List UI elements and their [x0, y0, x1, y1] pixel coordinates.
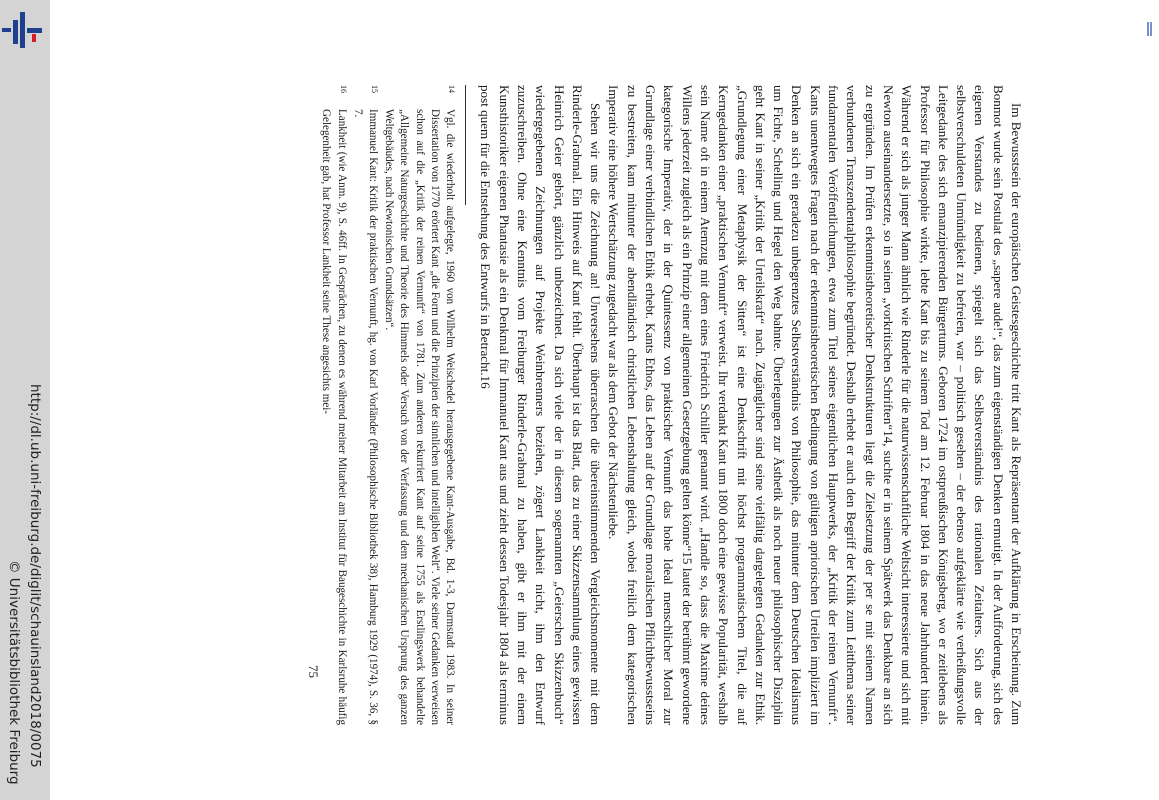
- page-number: 75: [306, 665, 321, 678]
- footnote: [318, 85, 348, 725]
- copyright-text: © Universitätsbibliothek Freiburg: [6, 560, 22, 785]
- footnote-text: Lankheit (wie Anm. 9), S. 46ff. In Gesprächen, zu denen es während meiner Mitarbeit am Institut für Baugeschichte in Karlsruhe häufig Gelegenheit gab, hat Professor Lankheit seine These angesichts mei-: [320, 109, 348, 725]
- document-url[interactable]: http://dl.ub.uni-freiburg.de/diglit/schauinsland2018/0075: [27, 384, 43, 768]
- scanned-page: [306, 85, 1025, 725]
- footnote-number: 16: [338, 85, 348, 93]
- footnotes: [318, 85, 457, 725]
- paragraph-1: Im Bewusstsein der europäischen Geistesgeschichte tritt Kant als Repräsentant der Aufklärung in Erscheinung. Zum Bonmot wurde sein Postulat des „sapere aude!“, das zum eigenständigen Denken ermutigt. In der Aufforderung, sich des eigenen Verstandes zu bedienen, spiegelt sich das Selbstverständnis des rationalen Zeitalters. Sich aus der selbstverschuldeten Unmündigkeit zu befreien, war – politisch gesehen – der ebenso aufgeklärte wie verheißungsvolle Leitgedanke des sich emanzipierenden Bürgertums. Geboren 1724 im ostpreußischen Königsberg, wo er zeitlebens als Professor für Philosophie wirkte, lebte Kant bis zu seinem Tod am 12. Februar 1804 in das neue Jahrhundert hinein. Während er sich als junger Mann ähnlich wie Rinderle für die naturwissenschaftliche Weltsicht interessierte und sich mit Newton auseinandersetzte, so in seinen „vorkritischen Schriften“14, suchte er in seinem Spätwerk das Denkbare an sich zu ergründen. Im Prüfen erkenntnistheoretischer Denkstrukturen liegt die Zielsetzung der per se mit seinem Namen verbundenen Transzendentalphilosophie begründet. Deshalb erhebt er auch den Begriff der Kritik zum Leitthema seiner fundamentalen Veröffentlichungen, etwa zum Titel seines eigentlichen Hauptwerks, der „Kritik der reinen Vernunft“. Kants unentwegtes Fragen nach der erkenntnistheoretischen Bedingung von gültigen apriorischen Urteilen impliziert im Denken an sich ein geradezu unbegrenztes Selbstverständnis von Philosophie, das mitunter dem Deutschen Idealismus um Fichte, Schelling und Hegel den Weg bahnte. Überlegungen zur Ästhetik als noch neuer philosophischer Disziplin geht Kant in seiner „Kritik der Urteilskraft“ nach. Zugänglicher sind seine vielfältig dargelegten Gedanken zur Ethik. „Grundlegung einer Metaphysik der Sitten“ ist eine Denkschrift mit höchst programmatischem Titel, die auf Kerngedanken einer „praktischen Vernunft“ verweist. Ihr verdankt Kant um 1800 doch eine gewisse Popularität, weshalb sein Name oft in einem Atemzug mit dem eines Friedrich Schiller genannt wird. „Handle so, dass die Maxime deines Willens jederzeit zugleich als ein Prinzip einer allgemeinen Gesetzgebung gelten könne“15 lautet der berühmt gewordene kategorische Imperativ, der in der Quintessenz von praktischer Vernunft das hohe Ideal menschlicher Moral zur Grundlage einer verbindlichen Ethik erhebt. Kants Ethos, das Leben auf der Grundlage moralischen Pflichtbewusstseins zu bestreiten, kam mitunter der abendländisch christlichen Lebenshaltung gleich, wobei freilich dem kategorischen Imperativ eine höhere Wertschätzung zugedacht war als dem Gebot der Nächstenliebe.: [606, 85, 1024, 725]
- footnote-number: 14: [447, 85, 457, 93]
- footnote: [350, 85, 380, 725]
- footnote-number: 15: [370, 85, 380, 93]
- footnote-divider: [465, 85, 466, 205]
- footnote: [381, 85, 457, 725]
- blue-corner-mark-icon: [1147, 22, 1153, 36]
- paragraph-2: Sehen wir uns die Zeichnung an! Unversehens überraschen die übereinstimmenden Vergleichsmomente mit dem Rinderle-Grabmal. Ein Hinweis auf Kant fehlt. Überhaupt ist das Blatt, das zu einer Skizzensammlung eines gewissen Heinrich Geier gehört, gänzlich unbezeichnet. Da sich viele der in diesem sogenannten „Geierschen Skizzenbuch“ wiedergegebenen Zeichnungen auf Projekte Weinbrenners beziehen, zögert Lankheit nicht, ihm den Entwurf zuzuschreiben. Ohne eine Kenntnis vom Freiburger Rinderle-Grabmal zu haben, gibt er ihm mit der einem Kunsthistoriker eigenen Phantasie als ein Denkmal für Immanuel Kant aus und zieht dessen Todesjahr 1804 als terminus post quem für die Entstehung des Entwurfs in Betracht.16: [478, 85, 604, 725]
- body-text: [476, 85, 1025, 725]
- library-logo-icon[interactable]: [2, 10, 46, 50]
- viewer-sidebar: [0, 0, 50, 800]
- footnote-text: Immanuel Kant: Kritik der praktischen Vernunft, hg. von Karl Vorländer (Philosophische Bibliothek 38), Hamburg 1929 (1974), S. 36, § 7.: [351, 109, 380, 725]
- footnote-text: Vgl. die wiederholt aufgelegte, 1960 von Wilhelm Weischedel herausgegebene Kant-Ausgabe, Bd. 1-3, Darmstadt 1983. In seiner Dissertation von 1770 erörtert Kant „die Form und die Prinzipien der sinnlichen und intelligiblen Welt“. Viele seiner Gedanken verweisen schon auf die „Kritik der reinen Vernunft“ von 1781. Zum anderen rekurriert Kant auf seine 1755 als Erstlingswerk behandelte „Allgemeine Naturgeschichte und Theorie des Himmels oder Versuch von der Verfassung und dem mechanischen Ursprung des ganzen Weltgebäudes, nach Newtonischen Grundsätzen“.: [383, 109, 457, 725]
